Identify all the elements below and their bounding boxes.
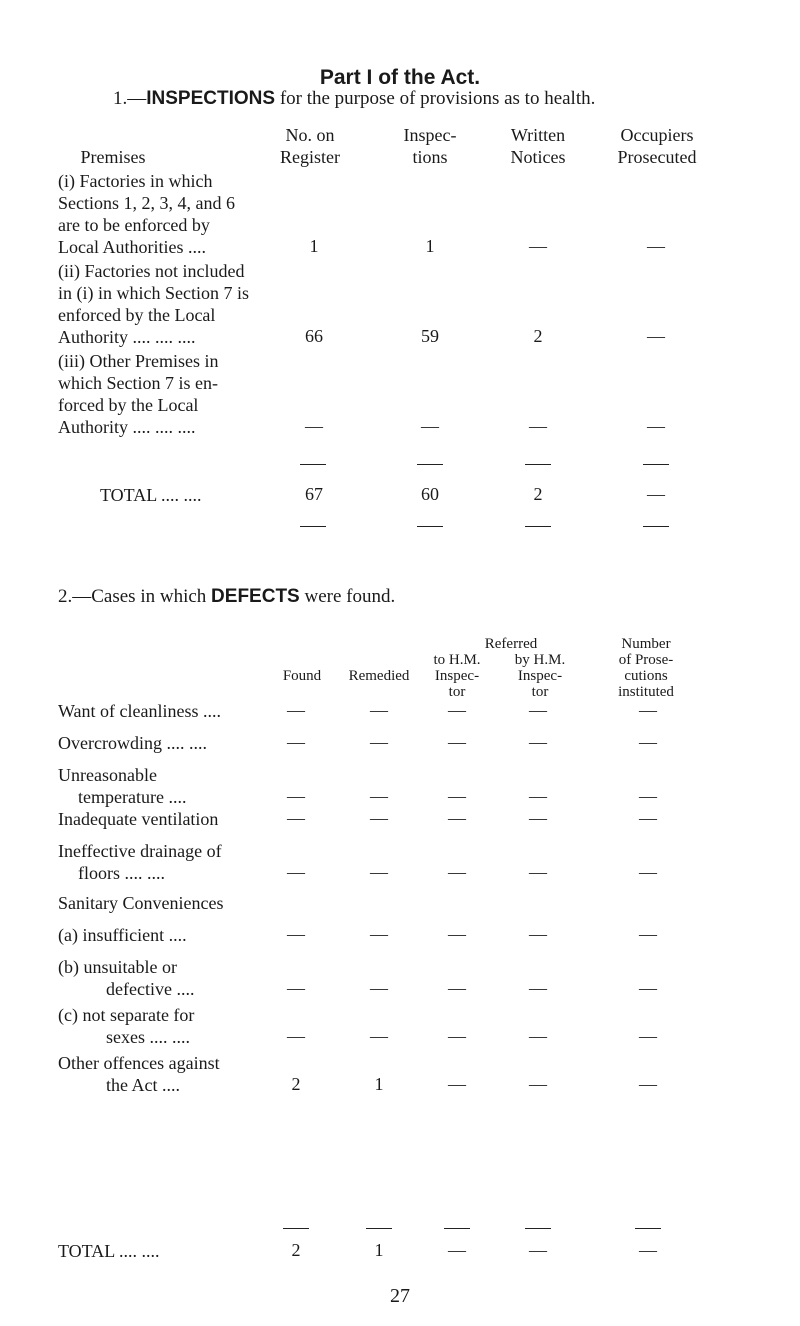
s1-total-inspections: 60 [421, 484, 439, 504]
s2-header-number-line: cutions [624, 668, 668, 684]
col-no-register-line1: No. on [285, 125, 335, 145]
s2-row-cell: — [529, 862, 547, 882]
s2-row-cell: — [370, 700, 388, 720]
s2-row-label [58, 732, 207, 754]
s2-header-by-hm-line: tor [531, 684, 549, 700]
s1-row-1-line: Sections 1, 2, 3, 4, and 6 [58, 193, 235, 213]
s2-row-cell: — [529, 924, 547, 944]
s2-row-label-line: Inadequate ventilation [58, 809, 219, 829]
s2-row-cell: — [287, 700, 305, 720]
s2-row-cell: — [370, 862, 388, 882]
s1-row-2-line: in (i) in which Section 7 is [58, 283, 249, 303]
s2-row-cell: — [287, 862, 305, 882]
s2-row-cell: 1 [374, 1074, 384, 1094]
s1-row-1-line: (i) Factories in which [58, 171, 213, 191]
s1-row-1-prosecuted: — [647, 236, 665, 256]
s2-row-label [58, 700, 221, 722]
s1-row-1-inspections: 1 [425, 236, 435, 256]
s2-header-number-line: of Prose- [618, 652, 674, 668]
col-no-register-line2: Register [280, 147, 340, 167]
s2-row-cell: — [529, 732, 547, 752]
s2-row-cell: — [370, 978, 388, 998]
s1-row-3-inspections: — [421, 416, 439, 436]
s1-row-3-notices: — [529, 416, 547, 436]
s1-row-3-prosecuted: — [647, 416, 665, 436]
s1-row-2-line: Authority .... .... .... [58, 327, 196, 347]
s1-row-1-label [58, 170, 235, 258]
s2-header-referred: Referred [484, 636, 538, 652]
s1-rule-top [417, 464, 443, 465]
s2-row-label-line: (a) insufficient .... [58, 925, 187, 945]
s1-row-3-register: — [305, 416, 323, 436]
s2-row-cell: — [370, 786, 388, 806]
section2-heading-rest: were found. [299, 586, 396, 607]
s2-row-cell: — [448, 732, 466, 752]
s2-row-label [58, 892, 223, 914]
s1-total-label: TOTAL .... .... [100, 485, 202, 505]
s2-row-cell: — [639, 808, 657, 828]
s2-row-cell: — [529, 1026, 547, 1046]
s2-rule-segment [283, 1228, 309, 1229]
col-inspections-line2: tions [412, 147, 448, 167]
s2-row-cell: — [639, 1026, 657, 1046]
s2-header-number [596, 636, 696, 700]
s2-row-cell: — [448, 862, 466, 882]
s1-row-2-prosecuted: — [647, 326, 665, 346]
col-inspections [380, 124, 480, 168]
s2-row-label-line: sexes .... .... [106, 1027, 190, 1047]
col-written-notices [488, 124, 588, 168]
s2-row-cell: — [639, 786, 657, 806]
s2-row-cell: — [639, 1074, 657, 1094]
s2-row-cell: — [639, 732, 657, 752]
s1-rule-top [525, 464, 551, 465]
s2-rule-segment [366, 1228, 392, 1229]
s1-row-2-line: (ii) Factories not included [58, 261, 245, 281]
s2-row-cell: — [639, 978, 657, 998]
s1-row-2-line: enforced by the Local [58, 305, 216, 325]
s2-header-by-hm [500, 652, 580, 700]
s2-row-label [58, 808, 218, 830]
s2-row-label-line: floors .... .... [78, 863, 165, 883]
s2-header-number-line: Number [621, 636, 671, 652]
s2-row-label [58, 840, 222, 884]
s1-rule-top [300, 464, 326, 465]
s2-row-cell: — [448, 700, 466, 720]
s1-total-prosecuted: — [647, 484, 665, 504]
s2-header-to-hm [422, 652, 492, 700]
s1-rule-bottom [525, 526, 551, 527]
s2-header-remedied: Remedied [348, 668, 410, 684]
s2-row-cell: — [448, 978, 466, 998]
s1-row-3-line: which Section 7 is en- [58, 373, 218, 393]
s2-total-found: 2 [291, 1240, 301, 1260]
s2-row-label [58, 956, 194, 1000]
s1-rule-bottom [300, 526, 326, 527]
section1-heading-bold: INSPECTIONS [146, 88, 276, 109]
s1-total-notices: 2 [533, 484, 543, 504]
page-title: Part I of the Act. [319, 66, 481, 89]
col-occupiers-prosecuted-line1: Occupiers [620, 125, 694, 145]
col-premises: Premises [80, 147, 146, 167]
s2-header-found: Found [282, 668, 322, 684]
s1-row-3-line: forced by the Local [58, 395, 199, 415]
s2-row-label-line: Overcrowding .... .... [58, 733, 207, 753]
s2-row-label-line: Want of cleanliness .... [58, 701, 222, 721]
s2-row-cell: — [287, 808, 305, 828]
s2-row-cell: — [529, 978, 547, 998]
s2-row-cell: — [529, 1074, 547, 1094]
s2-row-cell: — [639, 700, 657, 720]
s2-row-cell: — [370, 732, 388, 752]
col-written-notices-line2: Notices [510, 147, 566, 167]
s1-row-1-notices: — [529, 236, 547, 256]
section2-heading-prefix: 2.—Cases in which [58, 586, 212, 607]
col-occupiers-prosecuted [592, 124, 722, 168]
s2-row-cell: — [448, 1026, 466, 1046]
s2-row-cell: — [448, 786, 466, 806]
section1-heading [113, 88, 595, 110]
s2-rule-segment [444, 1228, 470, 1229]
section1-heading-rest: for the purpose of provisions as to health. [275, 88, 596, 109]
page-number: 27 [390, 1285, 410, 1307]
s2-total-prosecutions: — [639, 1240, 657, 1260]
s2-row-cell: — [287, 924, 305, 944]
s2-total-to-hm: — [448, 1240, 466, 1260]
s2-row-cell: — [370, 808, 388, 828]
s2-header-by-hm-line: by H.M. [514, 652, 566, 668]
s2-row-cell: — [448, 1074, 466, 1094]
s2-row-cell: — [287, 732, 305, 752]
s2-row-label-line: the Act .... [106, 1075, 180, 1095]
s2-row-label-line: Sanitary Conveniences [58, 893, 224, 913]
s2-row-label-line: Other offences against [58, 1053, 220, 1073]
s1-row-1-register: 1 [309, 236, 319, 256]
s2-row-label-line: temperature .... [78, 787, 187, 807]
s1-row-2-label [58, 260, 249, 348]
s2-row-cell: — [287, 978, 305, 998]
section2-heading [58, 586, 395, 608]
s2-rule-segment [525, 1228, 551, 1229]
s2-header-number-line: instituted [618, 684, 674, 700]
s1-row-2-inspections: 59 [421, 326, 439, 346]
s2-row-label-line: Ineffective drainage of [58, 841, 222, 861]
s2-header-to-hm-line: Inspec- [434, 668, 480, 684]
s2-row-label-line: Unreasonable [58, 765, 157, 785]
s2-row-cell: — [370, 1026, 388, 1046]
col-no-register [250, 124, 370, 168]
s2-row-label-line: defective .... [106, 979, 195, 999]
s2-row-cell: — [287, 1026, 305, 1046]
s1-row-1-line: are to be enforced by [58, 215, 210, 235]
s1-row-2-register: 66 [305, 326, 323, 346]
s2-row-cell: — [529, 700, 547, 720]
s2-row-label [58, 1004, 194, 1048]
s2-row-label-line: (c) not separate for [58, 1005, 195, 1025]
section2-heading-bold: DEFECTS [211, 586, 300, 607]
s2-row-label [58, 1052, 220, 1096]
s1-row-3-line: (iii) Other Premises in [58, 351, 219, 371]
s1-row-1-line: Local Authorities .... [58, 237, 206, 257]
s2-row-cell: — [639, 924, 657, 944]
s2-row-cell: — [529, 808, 547, 828]
s2-row-cell: — [529, 786, 547, 806]
s2-row-cell: — [448, 808, 466, 828]
s2-row-cell: — [370, 924, 388, 944]
s2-total-remedied: 1 [374, 1240, 384, 1260]
s1-row-3-line: Authority .... .... .... [58, 417, 196, 437]
section1-heading-prefix: 1.— [113, 88, 147, 109]
s2-rule-segment [635, 1228, 661, 1229]
s1-row-3-label [58, 350, 218, 438]
s2-total-by-hm: — [529, 1240, 547, 1260]
s2-row-label [58, 924, 187, 946]
s2-row-label [58, 764, 186, 808]
s2-row-cell: — [448, 924, 466, 944]
col-written-notices-line1: Written [510, 125, 566, 145]
s1-rule-bottom [643, 526, 669, 527]
s1-rule-bottom [417, 526, 443, 527]
s2-row-label-line: (b) unsuitable or [58, 957, 177, 977]
col-inspections-line1: Inspec- [403, 125, 457, 145]
s1-row-2-notices: 2 [533, 326, 543, 346]
col-occupiers-prosecuted-line2: Prosecuted [617, 147, 697, 167]
s2-header-to-hm-line: to H.M. [433, 652, 481, 668]
s2-row-cell: — [639, 862, 657, 882]
s1-total-register: 67 [305, 484, 323, 504]
s1-rule-top [643, 464, 669, 465]
s2-row-cell: 2 [291, 1074, 301, 1094]
s2-row-cell: — [287, 786, 305, 806]
s2-header-to-hm-line: tor [448, 684, 466, 700]
s2-total-label: TOTAL .... .... [58, 1241, 160, 1261]
s2-header-by-hm-line: Inspec- [517, 668, 563, 684]
